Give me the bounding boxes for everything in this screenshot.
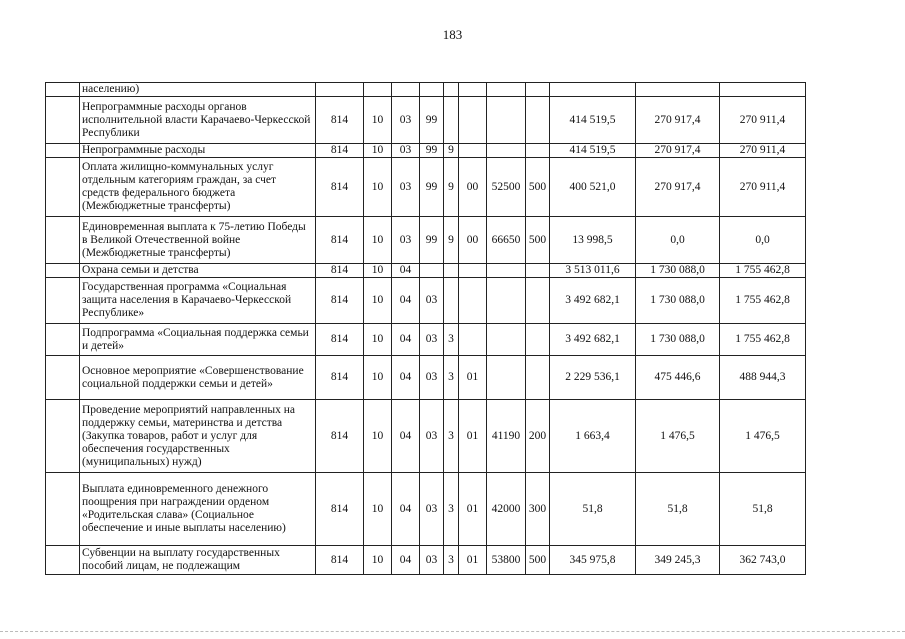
podrazdel-code: 04	[392, 400, 420, 473]
podprogramma-code	[444, 83, 459, 97]
vedomstvo-code: 814	[316, 473, 364, 546]
table-row	[46, 278, 806, 324]
expense-name: Проведение мероприятий направленных на поддержку семьи, материнства и детства (Закупка товаров, работ и услуг для обеспечения государственных (муниципальных) нужд)	[80, 400, 316, 473]
meropriyatie-code	[459, 144, 487, 158]
row-index-cell	[46, 356, 80, 400]
vid-rashodov-code: 300	[526, 473, 550, 546]
sum-year-1: 3 492 682,1	[550, 324, 636, 356]
sum-year-1: 13 998,5	[550, 217, 636, 264]
programma-code: 03	[420, 324, 444, 356]
row-index-cell	[46, 97, 80, 144]
row-index-cell	[46, 158, 80, 217]
sum-year-2: 51,8	[636, 473, 720, 546]
row-index-cell	[46, 546, 80, 575]
meropriyatie-code	[459, 324, 487, 356]
podprogramma-code	[444, 278, 459, 324]
vid-rashodov-code: 500	[526, 546, 550, 575]
sum-year-1: 1 663,4	[550, 400, 636, 473]
vedomstvo-code: 814	[316, 158, 364, 217]
vid-rashodov-code	[526, 356, 550, 400]
page-number: 183	[442, 27, 463, 42]
meropriyatie-code	[459, 278, 487, 324]
sum-year-3	[720, 83, 806, 97]
programma-code: 99	[420, 144, 444, 158]
row-index-cell	[46, 324, 80, 356]
row-index-cell	[46, 217, 80, 264]
sum-year-3: 362 743,0	[720, 546, 806, 575]
programma-code: 99	[420, 217, 444, 264]
podprogramma-code: 3	[444, 324, 459, 356]
programma-code: 03	[420, 546, 444, 575]
napravlenie-code	[487, 278, 526, 324]
sum-year-2: 1 730 088,0	[636, 324, 720, 356]
podprogramma-code: 3	[444, 356, 459, 400]
podrazdel-code: 03	[392, 97, 420, 144]
razdel-code	[364, 83, 392, 97]
napravlenie-code: 52500	[487, 158, 526, 217]
sum-year-2: 270 917,4	[636, 144, 720, 158]
razdel-code: 10	[364, 278, 392, 324]
vid-rashodov-code: 200	[526, 400, 550, 473]
programma-code	[420, 264, 444, 278]
table-row	[46, 217, 806, 264]
podprogramma-code: 3	[444, 473, 459, 546]
vedomstvo-code: 814	[316, 546, 364, 575]
sum-year-1: 51,8	[550, 473, 636, 546]
table-row	[46, 473, 806, 546]
sum-year-1: 345 975,8	[550, 546, 636, 575]
expense-name: Государственная программа «Социальная защита населения в Карачаево-Черкесской Республике»	[80, 278, 316, 324]
programma-code: 03	[420, 356, 444, 400]
programma-code: 03	[420, 278, 444, 324]
table-row	[46, 83, 806, 97]
napravlenie-code	[487, 356, 526, 400]
expense-name: Подпрограмма «Социальная поддержка семьи и детей»	[80, 324, 316, 356]
meropriyatie-code	[459, 83, 487, 97]
vedomstvo-code: 814	[316, 97, 364, 144]
meropriyatie-code: 01	[459, 356, 487, 400]
table-row	[46, 158, 806, 217]
podrazdel-code	[392, 83, 420, 97]
napravlenie-code: 41190	[487, 400, 526, 473]
razdel-code: 10	[364, 473, 392, 546]
sum-year-1: 2 229 536,1	[550, 356, 636, 400]
sum-year-3: 270 911,4	[720, 144, 806, 158]
sum-year-1: 400 521,0	[550, 158, 636, 217]
sum-year-1: 3 492 682,1	[550, 278, 636, 324]
expense-name: Основное мероприятие «Совершенствование социальной поддержки семьи и детей»	[80, 356, 316, 400]
sum-year-3: 488 944,3	[720, 356, 806, 400]
vedomstvo-code: 814	[316, 400, 364, 473]
row-index-cell	[46, 83, 80, 97]
razdel-code: 10	[364, 97, 392, 144]
sum-year-1	[550, 83, 636, 97]
row-index-cell	[46, 264, 80, 278]
sum-year-2: 475 446,6	[636, 356, 720, 400]
meropriyatie-code: 00	[459, 217, 487, 264]
sum-year-1: 414 519,5	[550, 144, 636, 158]
expense-name: Единовременная выплата к 75-летию Победы в Великой Отечественной войне (Межбюджетные трансферты)	[80, 217, 316, 264]
vedomstvo-code: 814	[316, 278, 364, 324]
meropriyatie-code: 01	[459, 546, 487, 575]
sum-year-2: 1 476,5	[636, 400, 720, 473]
expense-name: Непрограммные расходы	[80, 144, 316, 158]
scan-edge-line	[0, 631, 905, 632]
podrazdel-code: 03	[392, 144, 420, 158]
podrazdel-code: 04	[392, 324, 420, 356]
sum-year-3: 1 755 462,8	[720, 264, 806, 278]
napravlenie-code: 42000	[487, 473, 526, 546]
podrazdel-code: 03	[392, 217, 420, 264]
podrazdel-code: 04	[392, 278, 420, 324]
sum-year-3: 0,0	[720, 217, 806, 264]
row-index-cell	[46, 473, 80, 546]
podrazdel-code: 04	[392, 546, 420, 575]
napravlenie-code	[487, 83, 526, 97]
podprogramma-code	[444, 97, 459, 144]
sum-year-3: 270 911,4	[720, 97, 806, 144]
sum-year-3: 1 755 462,8	[720, 278, 806, 324]
podrazdel-code: 04	[392, 473, 420, 546]
razdel-code: 10	[364, 264, 392, 278]
programma-code	[420, 83, 444, 97]
programma-code: 03	[420, 400, 444, 473]
meropriyatie-code: 00	[459, 158, 487, 217]
sum-year-2: 1 730 088,0	[636, 278, 720, 324]
vid-rashodov-code	[526, 97, 550, 144]
table-row	[46, 144, 806, 158]
expense-name: Субвенции на выплату государственных пособий лицам, не подлежащим	[80, 546, 316, 575]
podprogramma-code: 3	[444, 546, 459, 575]
razdel-code: 10	[364, 158, 392, 217]
programma-code: 99	[420, 97, 444, 144]
vid-rashodov-code	[526, 324, 550, 356]
podprogramma-code: 3	[444, 400, 459, 473]
razdel-code: 10	[364, 546, 392, 575]
podrazdel-code: 04	[392, 356, 420, 400]
vedomstvo-code	[316, 83, 364, 97]
vedomstvo-code: 814	[316, 144, 364, 158]
razdel-code: 10	[364, 324, 392, 356]
razdel-code: 10	[364, 217, 392, 264]
meropriyatie-code	[459, 97, 487, 144]
razdel-code: 10	[364, 356, 392, 400]
vedomstvo-code: 814	[316, 217, 364, 264]
row-index-cell	[46, 278, 80, 324]
meropriyatie-code: 01	[459, 473, 487, 546]
sum-year-1: 3 513 011,6	[550, 264, 636, 278]
sum-year-3: 270 911,4	[720, 158, 806, 217]
podprogramma-code: 9	[444, 158, 459, 217]
table-row	[46, 264, 806, 278]
vid-rashodov-code: 500	[526, 217, 550, 264]
podprogramma-code: 9	[444, 217, 459, 264]
sum-year-1: 414 519,5	[550, 97, 636, 144]
meropriyatie-code: 01	[459, 400, 487, 473]
podrazdel-code: 04	[392, 264, 420, 278]
napravlenie-code	[487, 144, 526, 158]
napravlenie-code	[487, 324, 526, 356]
vid-rashodov-code: 500	[526, 158, 550, 217]
expense-name: Оплата жилищно-коммунальных услуг отдельным категориям граждан, за счет средств федерального бюджета (Межбюджетные трансферты)	[80, 158, 316, 217]
table-row	[46, 356, 806, 400]
podprogramma-code: 9	[444, 144, 459, 158]
vedomstvo-code: 814	[316, 356, 364, 400]
sum-year-2	[636, 83, 720, 97]
napravlenie-code	[487, 264, 526, 278]
napravlenie-code	[487, 97, 526, 144]
table-row	[46, 97, 806, 144]
podrazdel-code: 03	[392, 158, 420, 217]
programma-code: 99	[420, 158, 444, 217]
table-row	[46, 324, 806, 356]
vid-rashodov-code	[526, 264, 550, 278]
vid-rashodov-code	[526, 83, 550, 97]
vid-rashodov-code	[526, 278, 550, 324]
sum-year-3: 1 476,5	[720, 400, 806, 473]
expense-name: населению)	[80, 83, 316, 97]
budget-table	[45, 82, 806, 575]
programma-code: 03	[420, 473, 444, 546]
table-row	[46, 546, 806, 575]
vedomstvo-code: 814	[316, 324, 364, 356]
vedomstvo-code: 814	[316, 264, 364, 278]
expense-name: Выплата единовременного денежного поощрения при награждении орденом «Родительская слава» (Социальное обеспечение и иные выплаты населению)	[80, 473, 316, 546]
razdel-code: 10	[364, 400, 392, 473]
row-index-cell	[46, 144, 80, 158]
row-index-cell	[46, 400, 80, 473]
meropriyatie-code	[459, 264, 487, 278]
sum-year-2: 0,0	[636, 217, 720, 264]
razdel-code: 10	[364, 144, 392, 158]
expense-name: Охрана семьи и детства	[80, 264, 316, 278]
napravlenie-code: 66650	[487, 217, 526, 264]
vid-rashodov-code	[526, 144, 550, 158]
sum-year-2: 349 245,3	[636, 546, 720, 575]
sum-year-3: 1 755 462,8	[720, 324, 806, 356]
sum-year-2: 270 917,4	[636, 158, 720, 217]
expense-name: Непрограммные расходы органов исполнительной власти Карачаево-Черкесской Республики	[80, 97, 316, 144]
table-row	[46, 400, 806, 473]
sum-year-2: 1 730 088,0	[636, 264, 720, 278]
sum-year-3: 51,8	[720, 473, 806, 546]
sum-year-2: 270 917,4	[636, 97, 720, 144]
napravlenie-code: 53800	[487, 546, 526, 575]
podprogramma-code	[444, 264, 459, 278]
